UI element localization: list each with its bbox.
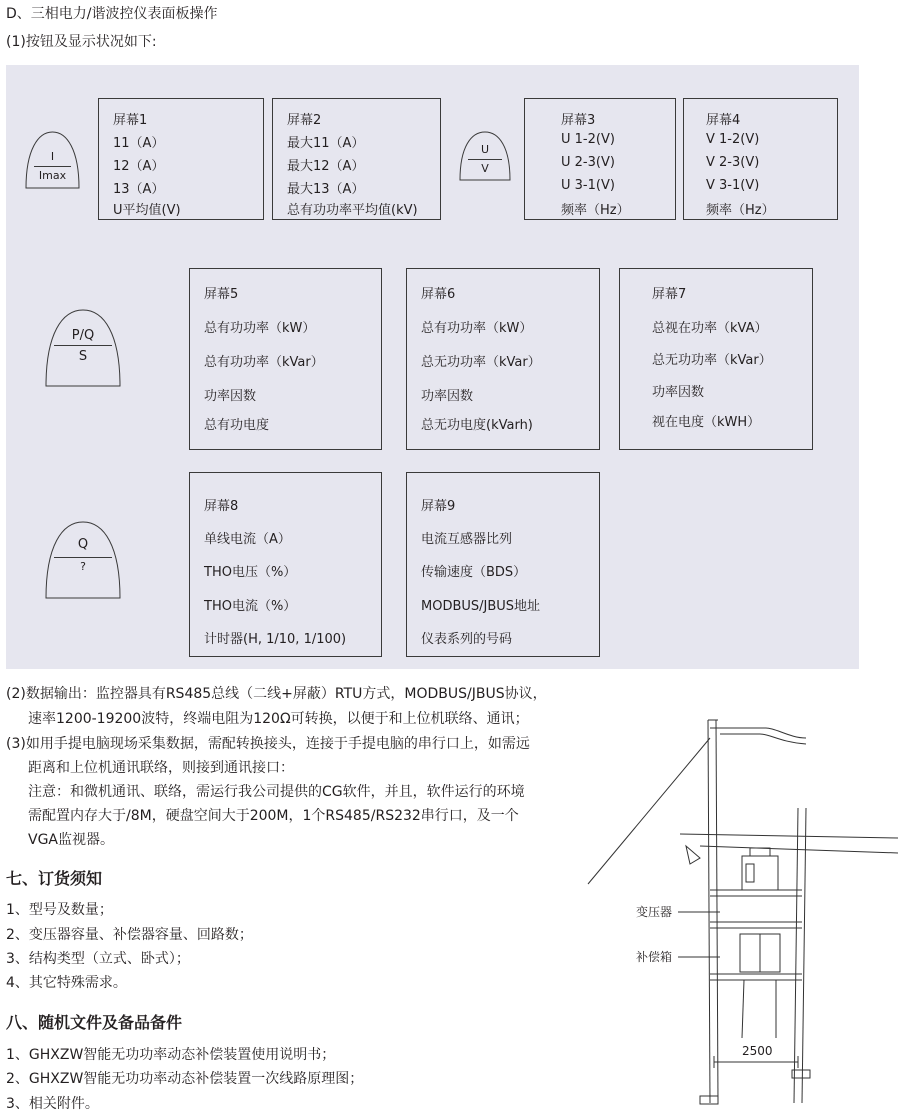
- screen-line: V 1-2(V): [706, 132, 760, 147]
- divider: [34, 166, 71, 167]
- screen-title: 屏幕4: [706, 113, 741, 128]
- screen-line: V 2-3(V): [706, 155, 760, 170]
- list-item: 2、变压器容量、补偿器容量、回路数；: [6, 927, 253, 943]
- screen-title: 屏幕9: [421, 499, 456, 514]
- screen-line: U 3-1(V): [561, 178, 615, 193]
- screen-line: 总有功功率（kW）: [204, 321, 316, 336]
- screen-line: 频率（Hz）: [706, 203, 775, 218]
- paragraph-line: 距离和上位机通讯联络，则接到通讯接口：: [28, 760, 294, 776]
- screen-5: [189, 268, 382, 450]
- installation-diagram: [580, 708, 898, 1113]
- screen-line: U平均值(V): [113, 203, 181, 218]
- u-label: U: [480, 143, 490, 156]
- screen-9: [406, 472, 600, 657]
- screen-line: 总无功功率（kVar）: [652, 353, 772, 368]
- imax-label: Imax: [38, 169, 67, 182]
- v-label: V: [481, 162, 489, 175]
- list-item: 3、结构类型（立式、卧式）；: [6, 951, 190, 967]
- screen-line: U 1-2(V): [561, 132, 615, 147]
- pq-s-button[interactable]: [44, 308, 122, 388]
- screen-line: 总有功功率平均值(kV): [287, 203, 418, 218]
- screen-line: 频率（Hz）: [561, 203, 630, 218]
- screen-line: 最大13（A）: [287, 182, 365, 197]
- screen-line: 总有功功率（kVar）: [204, 355, 324, 370]
- list-item: 4、其它特殊需求。: [6, 975, 127, 991]
- s-label: S: [78, 349, 88, 364]
- paragraph-line: 速率1200-19200波特，终端电阻为120Ω可转换，以便于和上位机联络、通讯；: [28, 711, 529, 727]
- pole-structure-drawing: [580, 708, 898, 1113]
- screen-7: [619, 268, 813, 450]
- screen-line: 总有功电度: [204, 418, 270, 433]
- paragraph-line: (2)数据输出：监控器具有RS485总线（二线+屏蔽）RTU方式，MODBUS/JBUS协议，: [6, 686, 547, 702]
- dimension-label: 2500: [742, 1044, 773, 1058]
- paragraph-line: 需配置内存大于/8M，硬盘空间大于200M，1个RS485/RS232串行口，及一个: [28, 808, 519, 824]
- paragraph-line: (3)如用手提电脑现场采集数据，需配转换接头，连接于手提电脑的串行口上，如需远: [6, 736, 530, 752]
- screen-line: THO电压（%）: [204, 565, 297, 580]
- list-item: 2、GHXZW智能无功功率动态补偿装置一次线路原理图；: [6, 1071, 364, 1087]
- screen-line: 功率因数: [652, 385, 705, 400]
- list-item: 1、GHXZW智能无功功率动态补偿装置使用说明书；: [6, 1047, 336, 1063]
- u-v-button[interactable]: [458, 130, 512, 182]
- screen-line: 计时器(H, 1/10, 1/100): [204, 632, 347, 647]
- screen-2: [272, 98, 441, 220]
- screen-line: 总视在功率（kVA）: [652, 321, 768, 336]
- screen-line: 功率因数: [421, 389, 474, 404]
- screen-line: 最大12（A）: [287, 159, 365, 174]
- list-item: 1、型号及数量；: [6, 902, 113, 918]
- q-label: Q: [77, 537, 89, 552]
- screen-line: 总无功功率（kVar）: [421, 355, 541, 370]
- screen-line: 最大11（A）: [287, 136, 365, 151]
- section-title: D、三相电力/谐波控仪表面板操作: [6, 6, 218, 22]
- screen-6: [406, 268, 600, 450]
- screen-title: 屏幕8: [204, 499, 239, 514]
- screen-title: 屏幕6: [421, 287, 456, 302]
- screen-3: [524, 98, 676, 220]
- screen-line: 功率因数: [204, 389, 257, 404]
- screen-title: 屏幕5: [204, 287, 239, 302]
- divider: [54, 345, 112, 346]
- i-label: I: [50, 150, 55, 163]
- screen-title: 屏幕1: [113, 113, 148, 128]
- dome-shape-icon: [44, 308, 122, 388]
- section-subtitle: (1)按钮及显示状况如下:: [6, 34, 157, 50]
- paragraph-line: 注意：和微机通讯、联络，需运行我公司提供的CG软件，并且，软件运行的环境: [28, 784, 525, 800]
- screen-line: 仪表系列的号码: [421, 632, 513, 647]
- divider: [54, 557, 112, 558]
- screen-line: MODBUS/JBUS地址: [421, 599, 541, 614]
- transformer-label: 变压器: [636, 905, 673, 919]
- q-button[interactable]: [44, 520, 122, 600]
- section8-heading: 八、随机文件及备品备件: [6, 1013, 183, 1032]
- screen-line: 电流互感器比列: [421, 532, 513, 547]
- i-imax-button[interactable]: [24, 130, 81, 190]
- screen-title: 屏幕2: [287, 113, 322, 128]
- screen-line: V 3-1(V): [706, 178, 760, 193]
- section7-heading: 七、订货须知: [6, 869, 103, 888]
- screen-1: [98, 98, 264, 220]
- screen-8: [189, 472, 382, 657]
- divider: [468, 159, 502, 160]
- pq-label: P/Q: [71, 328, 95, 343]
- screen-line: 12（A）: [113, 159, 165, 174]
- screen-line: THO电流（%）: [204, 599, 297, 614]
- compensator-label: 补偿箱: [636, 950, 673, 964]
- screen-line: 总有功功率（kW）: [421, 321, 533, 336]
- screen-line: 单线电流（A）: [204, 532, 291, 547]
- panel-diagram: [6, 65, 859, 669]
- paragraph-line: VGA监视器。: [28, 832, 115, 848]
- screen-line: U 2-3(V): [561, 155, 615, 170]
- screen-line: 总无功电度(kVarh): [421, 418, 533, 433]
- screen-title: 屏幕7: [652, 287, 687, 302]
- list-item: 3、相关附件。: [6, 1096, 99, 1112]
- screen-line: 13（A）: [113, 182, 165, 197]
- screen-4: [683, 98, 838, 220]
- question-label: ?: [80, 560, 86, 573]
- screen-title: 屏幕3: [561, 113, 596, 128]
- screen-line: 视在电度（kWH）: [652, 415, 761, 430]
- screen-line: 传输速度（BDS）: [421, 565, 527, 580]
- screen-line: 11（A）: [113, 136, 165, 151]
